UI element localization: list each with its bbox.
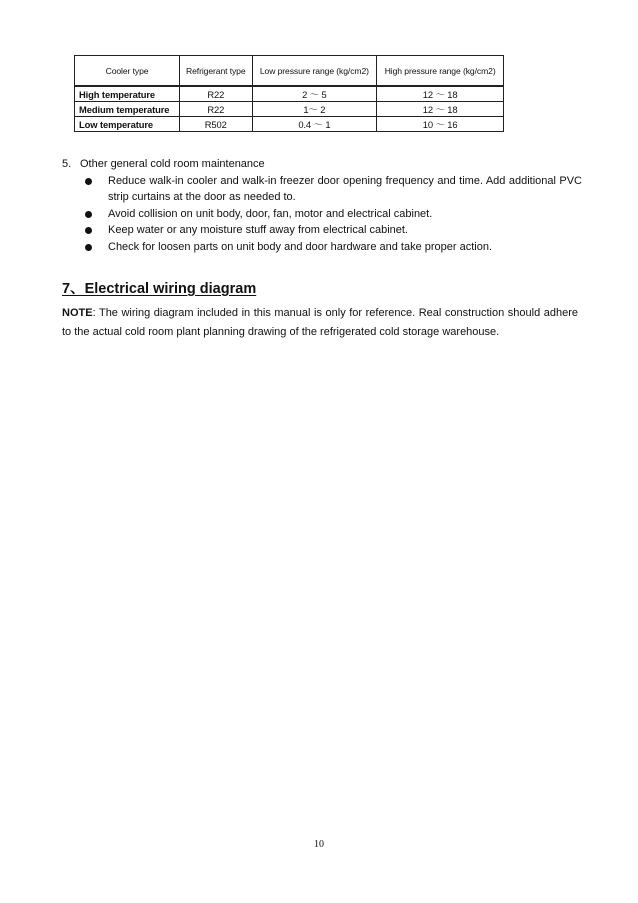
section-title	[62, 156, 582, 173]
list-item-text: Reduce walk-in cooler and walk-in freezer door opening frequency and time. Add additional PVC strip curtains at the door as needed to.	[108, 174, 582, 203]
table-header: Refrigerant type	[180, 56, 252, 87]
bullet-icon	[85, 244, 92, 251]
table-cell: R22	[180, 102, 252, 117]
table-row	[75, 86, 504, 102]
table-header: Cooler type	[75, 56, 180, 87]
section-number: 5.	[62, 158, 72, 170]
table-cell: R22	[180, 86, 252, 102]
wiring-diagram-heading: 7、Electrical wiring diagram	[62, 281, 257, 297]
table-cell: 12 ～ 18	[377, 102, 504, 117]
table-cell: 1～ 2	[252, 102, 377, 117]
bullet-icon	[85, 178, 92, 185]
table-cell: Low temperature	[75, 117, 180, 132]
table-header-row	[75, 56, 504, 87]
table-cell: R502	[180, 117, 252, 132]
table-cell: 0.4 ～ 1	[252, 117, 377, 132]
maintenance-section	[62, 156, 582, 255]
wiring-note	[62, 304, 578, 342]
list-item	[62, 222, 582, 239]
pressure-range-table	[74, 55, 504, 132]
table-row	[75, 117, 504, 132]
section-title-text: Other general cold room maintenance	[80, 158, 265, 170]
list-item	[62, 206, 582, 223]
note-label: NOTE	[62, 307, 93, 319]
maintenance-list	[62, 173, 582, 256]
list-item-text: Check for loosen parts on unit body and door hardware and take proper action.	[108, 240, 493, 253]
table-cell: 12 ～ 18	[377, 86, 504, 102]
bullet-icon	[85, 211, 92, 218]
table-cell: 10 ～ 16	[377, 117, 504, 132]
bullet-icon	[85, 227, 92, 234]
page-number: 10	[314, 839, 324, 850]
table-cell: High temperature	[75, 86, 180, 102]
table-cell: Medium temperature	[75, 102, 180, 117]
list-item-text: Keep water or any moisture stuff away from electrical cabinet.	[108, 224, 408, 236]
list-item-text: Avoid collision on unit body, door, fan, motor and electrical cabinet.	[108, 207, 433, 220]
table-header: High pressure range (kg/cm2)	[377, 56, 504, 87]
note-text: : The wiring diagram included in this manual is only for reference. Real construction should adhere to the actual cold room plant planning drawing of the refrigerated cold storage warehouse.	[62, 307, 578, 338]
list-item	[62, 173, 582, 206]
table-row	[75, 102, 504, 117]
list-item	[62, 239, 582, 256]
table-cell: 2 ～ 5	[252, 86, 377, 102]
table-header: Low pressure range (kg/cm2)	[252, 56, 377, 87]
